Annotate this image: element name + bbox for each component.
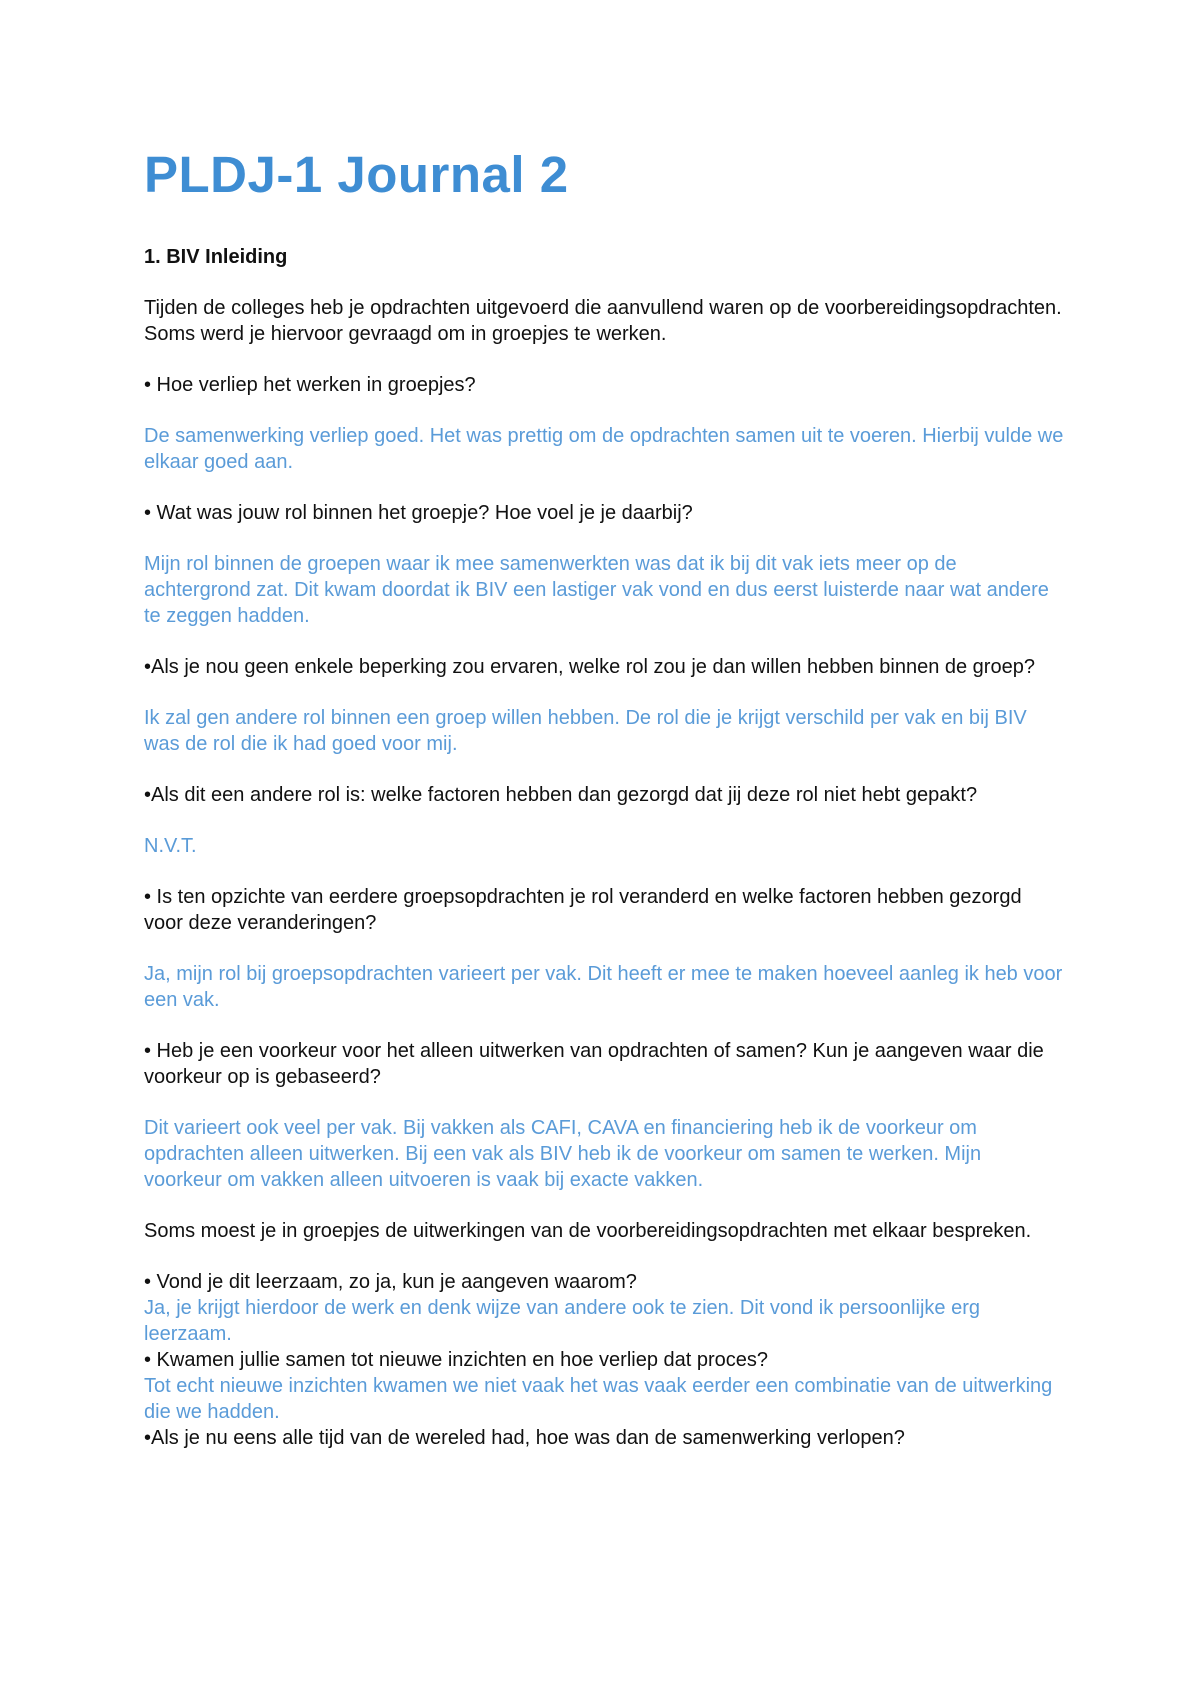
question-6: • Heb je een voorkeur voor het alleen uitwerken van opdrachten of samen? Kun je aangeven waar die voorkeur op is gebaseerd?	[144, 1040, 1044, 1088]
answer-6: Dit varieert ook veel per vak. Bij vakken als CAFI, CAVA en financiering heb ik de voorkeur om opdrachten alleen uitwerken. Bij een vak als BIV heb ik de voorkeur om samen te werken. Mijn voorkeur om vakken alleen uitvoeren is vaak bij exacte vakken.	[144, 1117, 982, 1191]
answer-2: Mijn rol binnen de groepen waar ik mee samenwerkten was dat ik bij dit vak iets meer op de achtergrond zat. Dit kwam doordat ik BIV een lastiger vak vond en dus eerst luisterde naar wat andere te zeggen hadden.	[144, 553, 1049, 627]
answer-4: N.V.T.	[144, 835, 197, 857]
intro-paragraph: Tijden de colleges heb je opdrachten uitgevoerd die aanvullend waren op de voorbereidingsopdrachten. Soms werd je hiervoor gevraagd om in groepjes te werken.	[144, 297, 1062, 345]
question-7: • Vond je dit leerzaam, zo ja, kun je aangeven waarom?	[144, 1271, 637, 1293]
question-2: • Wat was jouw rol binnen het groepje? Hoe voel je je daarbij?	[144, 502, 693, 524]
question-8: • Kwamen jullie samen tot nieuwe inzichten en hoe verliep dat proces?	[144, 1349, 769, 1371]
answer-1: De samenwerking verliep goed. Het was prettig om de opdrachten samen uit te voeren. Hierbij vulde we elkaar goed aan.	[144, 425, 1064, 473]
document-title: PLDJ-1 Journal 2	[144, 146, 569, 203]
question-5: • Is ten opzichte van eerdere groepsopdrachten je rol veranderd en welke factoren hebben gezorgd voor deze veranderingen?	[144, 886, 1022, 934]
document-body	[144, 140, 1064, 1451]
answer-5: Ja, mijn rol bij groepsopdrachten varieert per vak. Dit heeft er mee te maken hoeveel aanleg ik heb voor een vak.	[144, 963, 1063, 1011]
section-heading: 1. BIV Inleiding	[144, 246, 288, 268]
answer-8: Tot echt nieuwe inzichten kwamen we niet vaak het was vaak eerder een combinatie van de uitwerking die we hadden.	[144, 1375, 1053, 1423]
question-4: •Als dit een andere rol is: welke factoren hebben dan gezorgd dat jij deze rol niet hebt gepakt?	[144, 784, 978, 806]
question-9: •Als je nu eens alle tijd van de wereled had, hoe was dan de samenwerking verlopen?	[144, 1427, 905, 1449]
question-1: • Hoe verliep het werken in groepjes?	[144, 374, 476, 396]
answer-7: Ja, je krijgt hierdoor de werk en denk wijze van andere ook te zien. Dit vond ik persoonlijke erg leerzaam.	[144, 1297, 980, 1345]
answer-3: Ik zal gen andere rol binnen een groep willen hebben. De rol die je krijgt verschild per vak en bij BIV was de rol die ik had goed voor mij.	[144, 707, 1027, 755]
intro-paragraph-2: Soms moest je in groepjes de uitwerkingen van de voorbereidingsopdrachten met elkaar bespreken.	[144, 1220, 1032, 1242]
question-3: •Als je nou geen enkele beperking zou ervaren, welke rol zou je dan willen hebben binnen de groep?	[144, 656, 1035, 678]
